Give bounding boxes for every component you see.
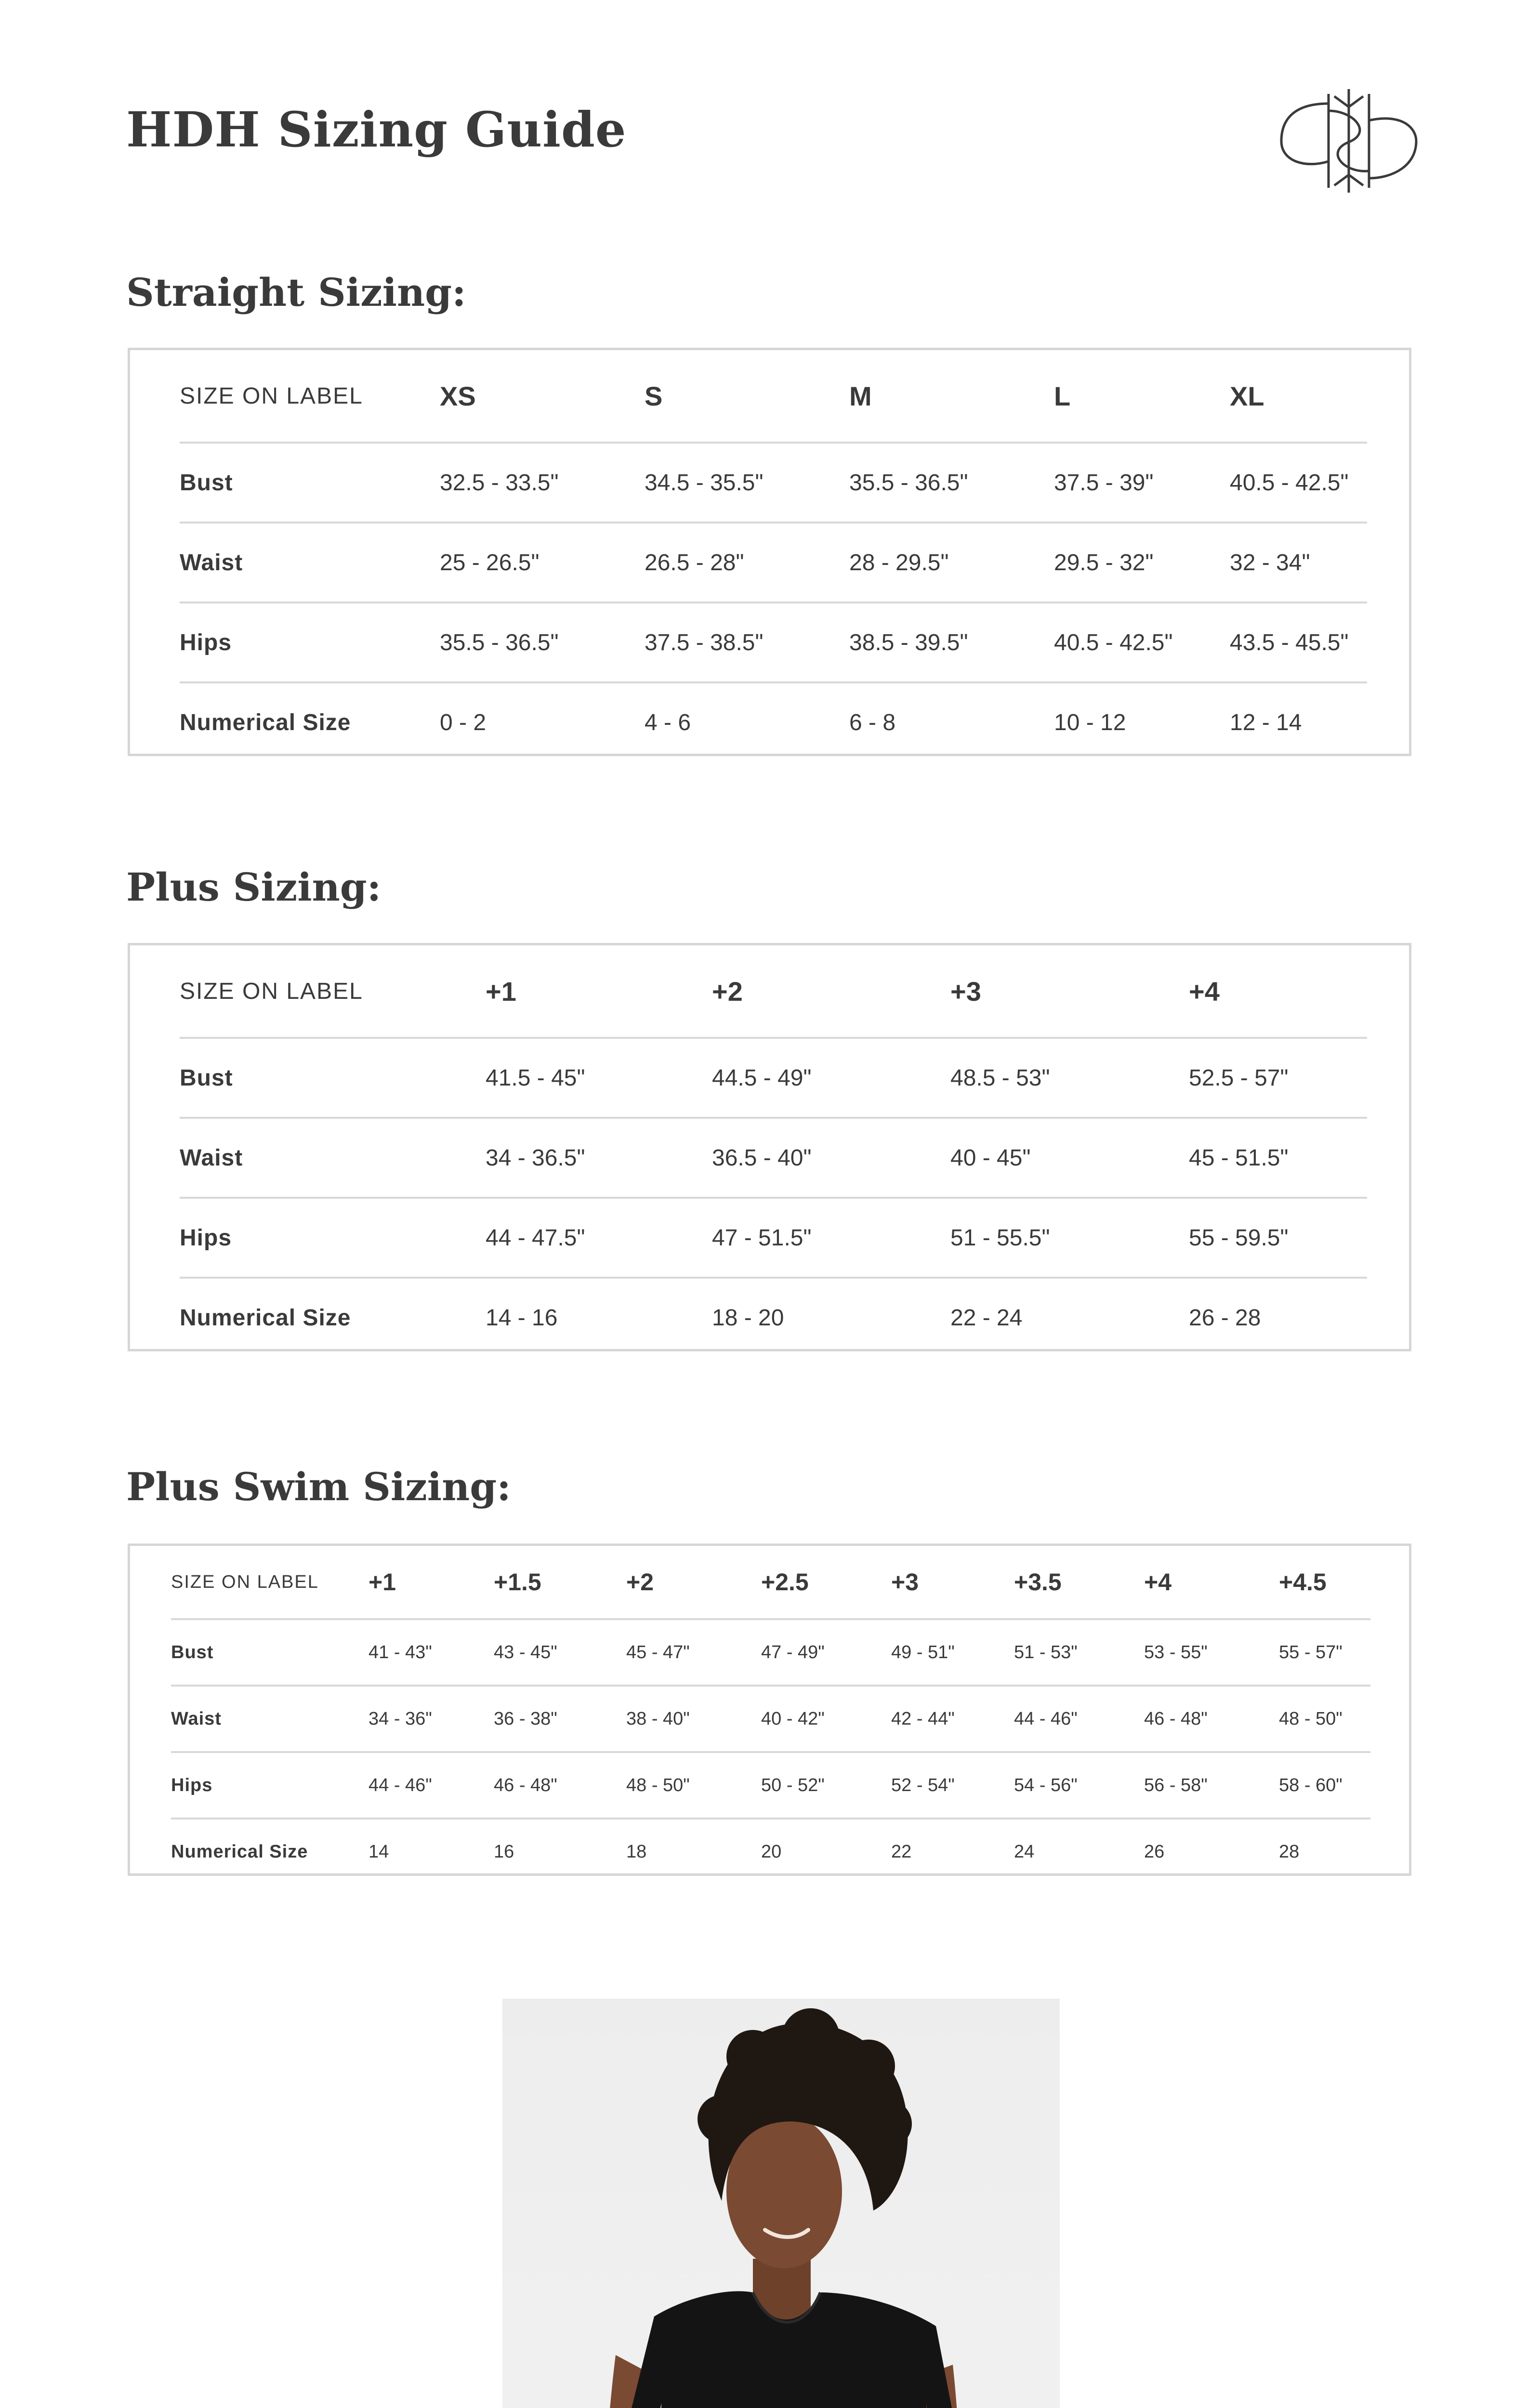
table-cell: 0 - 2: [440, 682, 645, 761]
table-cell: 41.5 - 45": [486, 1038, 712, 1118]
row-label: Waist: [171, 1686, 369, 1752]
table-cell: 45 - 51.5": [1189, 1118, 1367, 1198]
row-label: Waist: [180, 1118, 486, 1198]
table-cell: 36.5 - 40": [712, 1118, 950, 1198]
header-label: SIZE ON LABEL: [180, 383, 363, 409]
table-cell: 28: [1279, 1819, 1370, 1884]
size-header: +2: [626, 1569, 654, 1596]
table-cell: 14 - 16: [486, 1278, 712, 1357]
table-cell: 10 - 12: [1054, 682, 1230, 761]
size-header: +2: [712, 976, 743, 1007]
size-header: +1: [369, 1569, 396, 1596]
size-header: +3: [950, 976, 981, 1007]
table-cell: 38.5 - 39.5": [849, 602, 1054, 682]
plus-sizing-box: [128, 943, 1411, 1351]
table-header-row: [180, 350, 1367, 443]
size-header: XL: [1230, 380, 1264, 411]
table-cell: 16: [494, 1819, 626, 1884]
table-cell: 55 - 57": [1279, 1619, 1370, 1686]
table-cell: 55 - 59.5": [1189, 1198, 1367, 1278]
table-cell: 12 - 14: [1230, 682, 1367, 761]
header-label: SIZE ON LABEL: [180, 978, 363, 1004]
size-header: M: [849, 380, 872, 411]
swim-sizing-table: [171, 1546, 1370, 1884]
table-cell: 52.5 - 57": [1189, 1038, 1367, 1118]
table-cell: 43.5 - 45.5": [1230, 602, 1367, 682]
table-cell: 37.5 - 38.5": [645, 602, 849, 682]
header-label: SIZE ON LABEL: [171, 1571, 319, 1592]
table-cell: 34.5 - 35.5": [645, 443, 849, 523]
table-row: [180, 443, 1367, 523]
table-row: [180, 1118, 1367, 1198]
row-label: Bust: [171, 1619, 369, 1686]
table-cell: 53 - 55": [1144, 1619, 1279, 1686]
table-cell: 47 - 51.5": [712, 1198, 950, 1278]
table-cell: 46 - 48": [494, 1752, 626, 1819]
table-cell: 34 - 36": [369, 1686, 494, 1752]
size-header: +1: [486, 976, 516, 1007]
row-label: Numerical Size: [180, 682, 440, 761]
table-cell: 20: [761, 1819, 891, 1884]
table-cell: 43 - 45": [494, 1619, 626, 1686]
size-header: +3: [891, 1569, 919, 1596]
table-row: [180, 1198, 1367, 1278]
swim-sizing-title: Plus Swim Sizing:: [126, 1464, 511, 1509]
table-cell: 40.5 - 42.5": [1230, 443, 1367, 523]
table-cell: 48 - 50": [1279, 1686, 1370, 1752]
table-cell: 6 - 8: [849, 682, 1054, 761]
table-cell: 14: [369, 1819, 494, 1884]
table-row: [180, 1038, 1367, 1118]
table-row: [180, 1278, 1367, 1357]
table-header-row: [180, 945, 1367, 1038]
table-cell: 56 - 58": [1144, 1752, 1279, 1819]
table-cell: 44 - 46": [369, 1752, 494, 1819]
row-label: Hips: [171, 1752, 369, 1819]
size-header: +3.5: [1014, 1569, 1062, 1596]
table-cell: 37.5 - 39": [1054, 443, 1230, 523]
table-row: [171, 1819, 1370, 1884]
size-header: +1.5: [494, 1569, 541, 1596]
table-cell: 29.5 - 32": [1054, 523, 1230, 602]
table-cell: 54 - 56": [1014, 1752, 1144, 1819]
model-photo: [502, 1999, 1060, 2408]
size-header: +4.5: [1279, 1569, 1327, 1596]
table-cell: 50 - 52": [761, 1752, 891, 1819]
table-cell: 28 - 29.5": [849, 523, 1054, 602]
table-cell: 48 - 50": [626, 1752, 761, 1819]
plus-sizing-table: [180, 945, 1367, 1357]
size-header: L: [1054, 380, 1071, 411]
straight-sizing-table: [180, 350, 1367, 761]
straight-sizing-box: [128, 348, 1411, 756]
row-label: Hips: [180, 1198, 486, 1278]
table-cell: 48.5 - 53": [950, 1038, 1189, 1118]
table-cell: 44 - 47.5": [486, 1198, 712, 1278]
table-cell: 24: [1014, 1819, 1144, 1884]
table-cell: 40 - 42": [761, 1686, 891, 1752]
table-cell: 41 - 43": [369, 1619, 494, 1686]
table-cell: 26: [1144, 1819, 1279, 1884]
brand-logo-icon: [1277, 89, 1421, 193]
page-title: HDH Sizing Guide: [126, 101, 627, 158]
row-label: Numerical Size: [171, 1819, 369, 1884]
table-cell: 44.5 - 49": [712, 1038, 950, 1118]
size-header: S: [645, 380, 663, 411]
table-row: [180, 602, 1367, 682]
size-header: +2.5: [761, 1569, 809, 1596]
row-label: Waist: [180, 523, 440, 602]
swim-sizing-box: [128, 1544, 1411, 1876]
table-cell: 32.5 - 33.5": [440, 443, 645, 523]
size-header: +4: [1189, 976, 1220, 1007]
table-cell: 38 - 40": [626, 1686, 761, 1752]
table-cell: 52 - 54": [891, 1752, 1014, 1819]
table-cell: 22: [891, 1819, 1014, 1884]
size-header: +4: [1144, 1569, 1172, 1596]
row-label: Bust: [180, 443, 440, 523]
table-cell: 40.5 - 42.5": [1054, 602, 1230, 682]
row-label: Bust: [180, 1038, 486, 1118]
table-header-row: [171, 1546, 1370, 1619]
table-row: [180, 523, 1367, 602]
size-header: XS: [440, 380, 476, 411]
straight-sizing-title: Straight Sizing:: [126, 270, 466, 315]
table-cell: 22 - 24: [950, 1278, 1189, 1357]
table-cell: 49 - 51": [891, 1619, 1014, 1686]
table-cell: 34 - 36.5": [486, 1118, 712, 1198]
table-cell: 51 - 55.5": [950, 1198, 1189, 1278]
row-label: Hips: [180, 602, 440, 682]
table-cell: 46 - 48": [1144, 1686, 1279, 1752]
plus-sizing-title: Plus Sizing:: [126, 864, 382, 910]
table-row: [180, 682, 1367, 761]
table-cell: 40 - 45": [950, 1118, 1189, 1198]
table-cell: 25 - 26.5": [440, 523, 645, 602]
table-cell: 35.5 - 36.5": [849, 443, 1054, 523]
table-row: [171, 1686, 1370, 1752]
table-cell: 26.5 - 28": [645, 523, 849, 602]
table-cell: 42 - 44": [891, 1686, 1014, 1752]
table-cell: 26 - 28: [1189, 1278, 1367, 1357]
row-label: Numerical Size: [180, 1278, 486, 1357]
table-cell: 36 - 38": [494, 1686, 626, 1752]
table-row: [171, 1752, 1370, 1819]
table-cell: 45 - 47": [626, 1619, 761, 1686]
table-cell: 47 - 49": [761, 1619, 891, 1686]
table-cell: 51 - 53": [1014, 1619, 1144, 1686]
table-cell: 4 - 6: [645, 682, 849, 761]
table-cell: 35.5 - 36.5": [440, 602, 645, 682]
table-cell: 18: [626, 1819, 761, 1884]
table-cell: 44 - 46": [1014, 1686, 1144, 1752]
table-row: [171, 1619, 1370, 1686]
table-cell: 58 - 60": [1279, 1752, 1370, 1819]
table-cell: 18 - 20: [712, 1278, 950, 1357]
table-cell: 32 - 34": [1230, 523, 1367, 602]
